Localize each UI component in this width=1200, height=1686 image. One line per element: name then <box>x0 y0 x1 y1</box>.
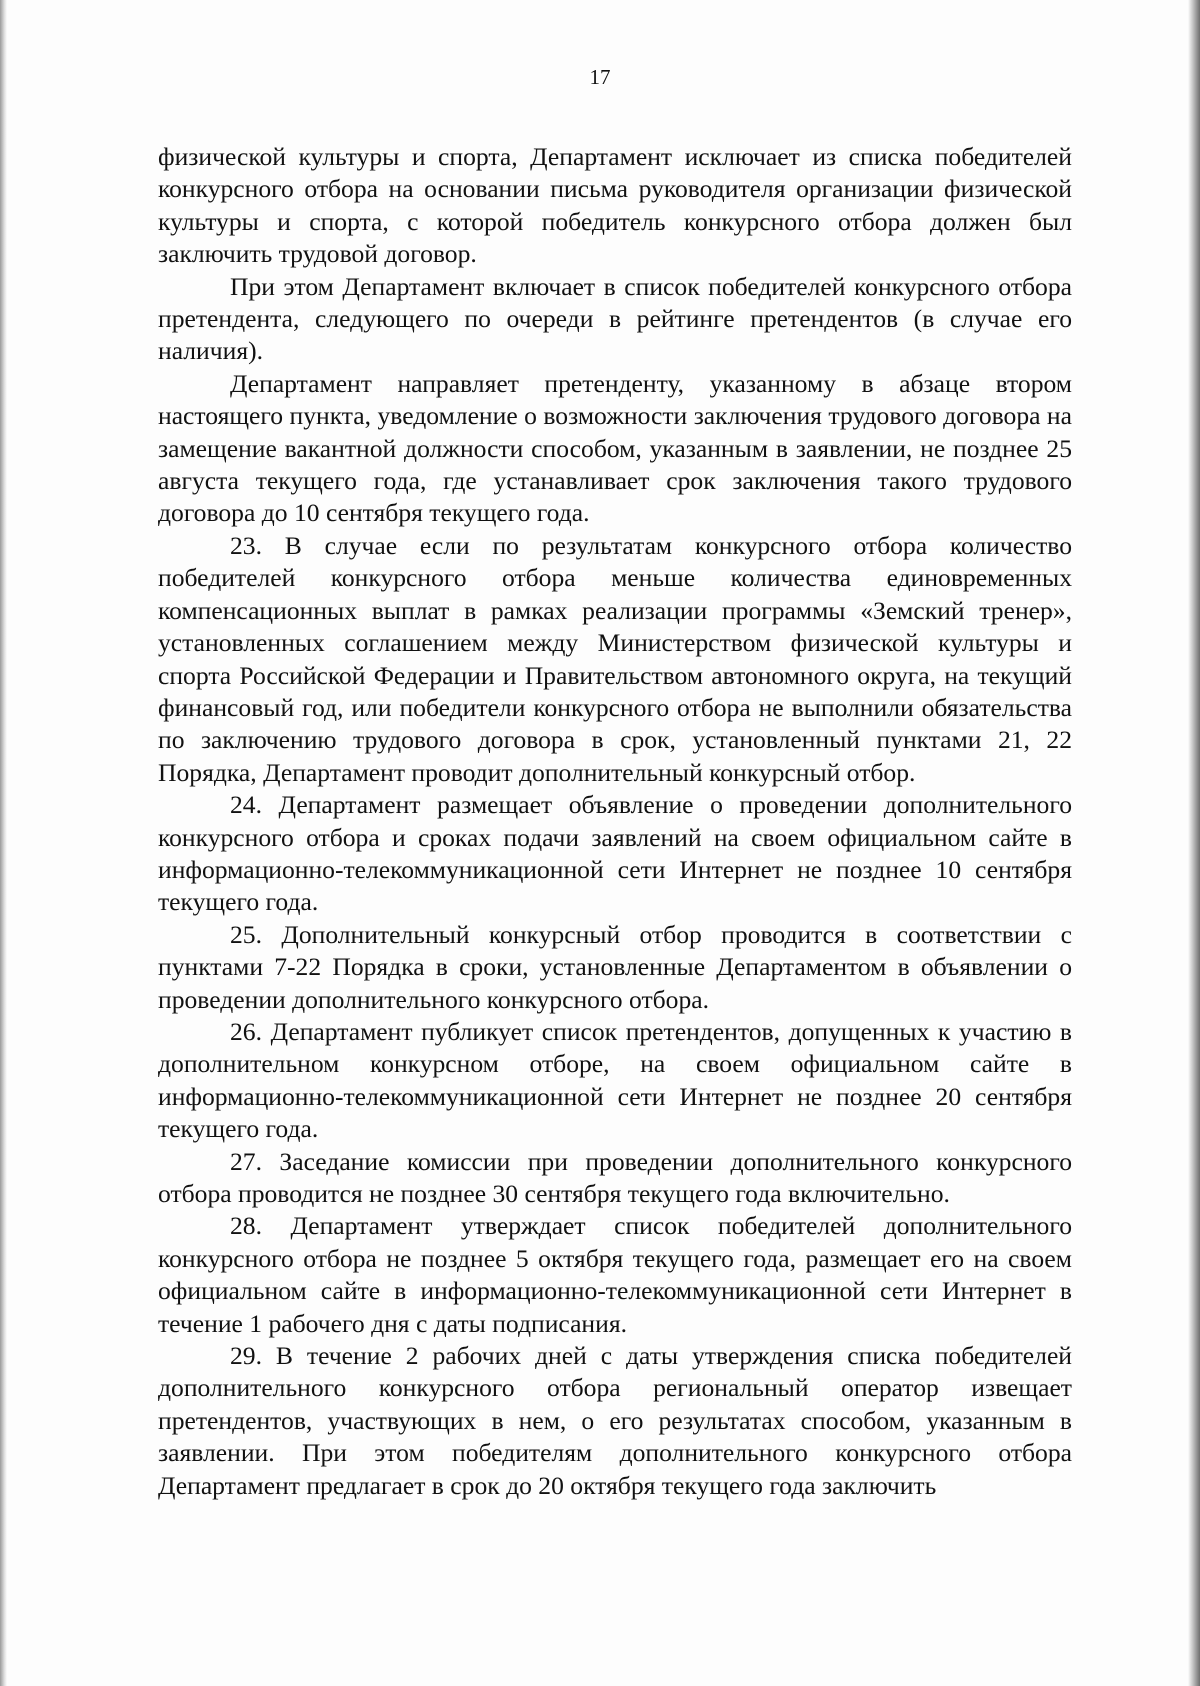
paragraph-clause-28: 28. Департамент утверждает список победителей дополнительного конкурсного отбора не позднее 5 октября текущего года, размещает его на своем официальном сайте в информационно-телекоммуникационной сети Интернет в течение 1 рабочего дня с даты подписания. <box>158 1211 1072 1338</box>
page-number: 17 <box>589 65 611 89</box>
paragraph: Департамент направляет претенденту, указанному в абзаце втором настоящего пункта, уведомление о возможности заключения трудового договора на замещение вакантной должности способом, указанным в заявлении, не позднее 25 августа текущего года, где устанавливает срок заключения такого трудового договора до 10 сентября текущего года. <box>158 368 1072 528</box>
document-body <box>158 141 1072 1502</box>
scan-edge-left <box>0 0 7 1686</box>
scan-edge-right <box>1188 0 1200 1686</box>
paragraph-clause-25: 25. Дополнительный конкурсный отбор проводится в соответствии с пунктами 7-22 Порядка в сроки, установленные Департаментом в объявлении о проведении дополнительного конкурсного отбора. <box>158 919 1072 1014</box>
paragraph-clause-24: 24. Департамент размещает объявление о проведении дополнительного конкурсного отбора и сроках подачи заявлений на своем официальном сайте в информационно-телекоммуникационной сети Интернет не позднее 10 сентября текущего года. <box>158 790 1072 917</box>
paragraph-clause-26: 26. Департамент публикует список претендентов, допущенных к участию в дополнительном конкурсном отборе, на своем официальном сайте в информационно-телекоммуникационной сети Интернет не позднее 20 сентября текущего года. <box>158 1016 1072 1144</box>
paragraph-clause-23: 23. В случае если по результатам конкурсного отбора количество победителей конкурсного отбора меньше количества единовременных компенсационных выплат в рамках реализации программы «Земский тренер», установленных соглашением между Министерством физической культуры и спорта Российской Федерации и Правительством автономного округа, на текущий финансовый год, или победители конкурсного отбора не выполнили обязательства по заключению трудового договора в срок, установленный пунктами 21, 22 Порядка, Департамент проводит дополнительный конкурсный отбор. <box>158 530 1072 787</box>
paragraph-clause-29: 29. В течение 2 рабочих дней с даты утверждения списка победителей дополнительного конкурсного отбора региональный оператор извещает претендентов, участвующих в нем, о его результатах способом, указанным в заявлении. При этом победителям дополнительного конкурсного отбора Департамент предлагает в срок до 20 октября текущего года заключить <box>158 1341 1072 1500</box>
paragraph-continuation: физической культуры и спорта, Департамент исключает из списка победителей конкурсного отбора на основании письма руководителя организации физической культуры и спорта, с которой победитель конкурсного отбора должен был заключить трудовой договор. <box>158 142 1072 269</box>
paragraph-clause-27: 27. Заседание комиссии при проведении дополнительного конкурсного отбора проводится не позднее 30 сентября текущего года включительно. <box>158 1146 1072 1208</box>
paragraph: При этом Департамент включает в список победителей конкурсного отбора претендента, следующего по очереди в рейтинге претендентов (в случае его наличия). <box>158 271 1072 366</box>
